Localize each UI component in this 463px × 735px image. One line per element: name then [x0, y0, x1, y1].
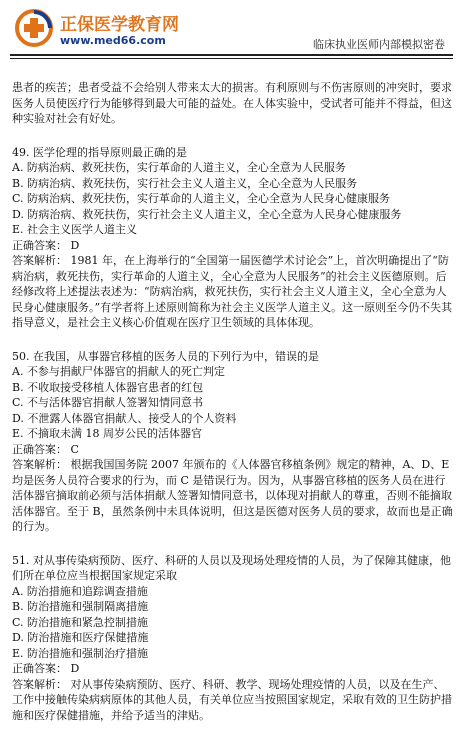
correct-answer: 正确答案： D	[12, 662, 80, 675]
option-c: C. 防病治病、救死扶伤，实行革命的人道主义，全心全意为人民身心健康服务	[12, 192, 391, 205]
brand-url: www.med66.com	[60, 34, 166, 47]
answer-analysis: 答案解析： 1981 年，在上海举行的“全国第一届医德学术讨论会”上，首次明确提出了“防病治病，救死扶伤，实行革命的人道主义，全心全意为人民服务”的社会主义医德原则。后经修改将上述提法表述为：“防病治病，救死扶伤，实行社会主义人道主义，全心全意为人民身心健康服务。”有学者将上述原则简称为社会主义医学人道主义。这一原则至今仍不失其指导意义，是社会主义核心价值观在医疗卫生领域的具体体现。	[12, 254, 453, 329]
question-stem: 49. 医学伦理的指导原则最正确的是	[12, 145, 187, 159]
question-51	[12, 553, 454, 724]
option-d: D. 防治措施和医疗保健措施	[12, 631, 149, 644]
document-title: 临床执业医师内部模拟密卷	[313, 38, 445, 51]
med66-logo-icon	[14, 8, 58, 48]
question-stem: 50. 在我国，从事器官移植的医务人员的下列行为中，错误的是	[12, 349, 319, 363]
option-c: C. 不与活体器官捐献人签署知情同意书	[12, 396, 204, 409]
answer-analysis: 答案解析： 对从事传染病预防、医疗、科研、教学、现场处理疫情的人员，以及在生产、工作中接触传染病病原体的其他人员，有关单位应当按照国家规定，采取有效的卫生防护措施和医疗保健措施，并给予适当的津贴。	[12, 677, 452, 722]
answer-analysis: 答案解析： 根据我国国务院 2007 年颁布的《人体器官移植条例》规定的精神，A、D、E 均是医务人员符合要求的行为，而 C 是错误行为。因为，从事器官移植的医务人员在进行活体器官摘取前必须与活体捐献人签署知情同意书，以体现对捐献人的尊重，否则不能摘取活体器官。至于 B，虽然条例中未具体说明，但这是医德对医务人员的要求，故而也是正确的行为。	[12, 458, 453, 533]
option-e: E. 社会主义医学人道主义	[12, 223, 138, 236]
option-e: E. 防治措施和强制治疗措施	[12, 646, 149, 660]
option-b: B. 防治措施和强制隔离措施	[12, 600, 149, 613]
option-a: A. 防病治病、救死扶伤，实行革命的人道主义，全心全意为人民服务	[12, 161, 346, 174]
intro-paragraph: 患者的疾苦；患者受益不会给别人带来太大的损害。有利原则与不伤害原则的冲突时，要求医务人员使医疗行为能够得到最大可能的益处。在人体实验中，受试者可能并不得益，但这种实验对社会有好处。	[12, 81, 452, 125]
question-stem: 51. 对从事传染病预防、医疗、科研的人员以及现场处理疫情的人员，为了保障其健康，他们所在单位应当根据国家规定采取	[12, 553, 451, 582]
header-rule-thick	[10, 54, 453, 56]
option-d: D. 防病治病、救死扶伤，实行社会主义人道主义，全心全意为人民身心健康服务	[12, 207, 402, 221]
option-e: E. 不摘取未满 18 周岁公民的活体器官	[12, 427, 203, 440]
option-a: A. 防治措施和追踪调查措施	[12, 584, 148, 598]
question-50	[12, 349, 454, 535]
option-d: D. 不泄露人体器官捐献人、接受人的个人资料	[12, 411, 237, 425]
option-c: C. 防治措施和紧急控制措施	[12, 615, 149, 629]
correct-answer: 正确答案： C	[12, 442, 79, 456]
header-rule-thin	[10, 58, 453, 59]
page-header	[0, 0, 463, 80]
option-b: B. 防病治病、救死扶伤，实行社会主义人道主义，全心全意为人民服务	[12, 176, 358, 190]
question-49	[12, 145, 454, 331]
option-b: B. 不收取接受移植人体器官患者的红包	[12, 380, 204, 394]
option-a: A. 不参与捐献尸体器官的捐献人的死亡判定	[12, 365, 225, 378]
document-body	[12, 80, 454, 723]
correct-answer: 正确答案： D	[12, 238, 80, 252]
brand-name: 正保医学教育网	[60, 15, 179, 35]
